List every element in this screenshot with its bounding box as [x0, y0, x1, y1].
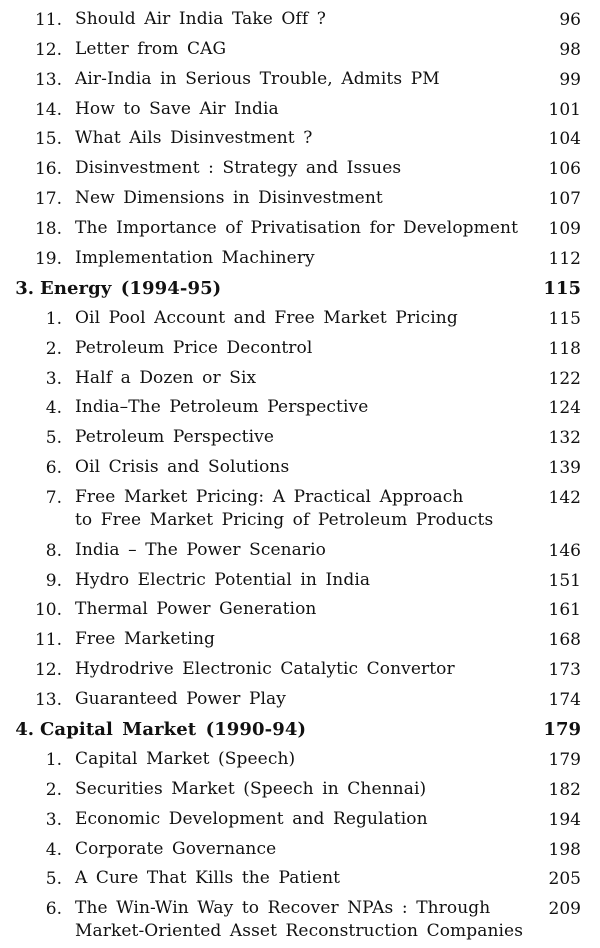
entry-number: 4.: [45, 398, 62, 419]
entry-number: 12.: [34, 660, 62, 681]
page-number: 96: [559, 10, 581, 30]
toc-entry: [0, 425, 600, 451]
toc-entry: [0, 395, 600, 421]
page-number: 179: [543, 718, 581, 740]
page-number: 146: [548, 540, 581, 561]
toc-entry: [0, 837, 600, 863]
toc-entry: [0, 485, 600, 530]
page-number: 194: [548, 809, 581, 830]
page-number: 99: [559, 69, 581, 90]
page-number: 107: [548, 189, 581, 210]
entry-title: Free Marketing: [75, 629, 215, 650]
entry-title: Half a Dozen or Six: [75, 367, 257, 388]
entry-number: 7.: [45, 487, 62, 508]
section-heading: [0, 276, 600, 302]
entry-title: The Win-Win Way to Recover NPAs : Through: [75, 898, 491, 919]
toc-entry: [0, 37, 600, 63]
toc-entry: [0, 97, 600, 123]
entry-title: Energy (1994-95): [40, 277, 222, 299]
entry-title: Corporate Governance: [75, 838, 277, 859]
entry-title: Should Air India Take Off ?: [75, 9, 326, 29]
entry-title: Free Market Pricing: A Practical Approach: [75, 486, 464, 507]
section-heading: [0, 717, 600, 743]
entry-title: Capital Market (Speech): [75, 749, 296, 769]
page-number: 112: [548, 248, 581, 269]
entry-title: Economic Development and Regulation: [75, 808, 428, 829]
entry-title: Hydrodrive Electronic Catalytic Convertor: [75, 659, 455, 680]
page-number: 198: [548, 839, 581, 860]
entry-title: How to Save Air India: [75, 98, 279, 119]
entry-number: 10.: [34, 600, 62, 621]
entry-number: 3.: [45, 368, 62, 389]
page-number: 98: [559, 39, 581, 60]
page-number: 142: [548, 487, 581, 508]
entry-title: Capital Market (1990-94): [40, 718, 307, 740]
entry-title: Implementation Machinery: [75, 247, 315, 268]
page-number: 168: [548, 630, 581, 651]
entry-number: 17.: [34, 189, 62, 210]
page-number: 115: [548, 308, 581, 329]
entry-number: 13.: [34, 69, 62, 90]
entry-title-continued: to Free Market Pricing of Petroleum Products: [75, 509, 494, 530]
entry-title: India – The Power Scenario: [75, 539, 327, 560]
entry-number: 5.: [45, 428, 62, 449]
entry-number: 8.: [45, 540, 62, 561]
page-number: 205: [548, 869, 581, 890]
entry-number: 4.: [15, 718, 34, 740]
toc-entry: [0, 568, 600, 594]
page-number: 174: [548, 690, 581, 710]
entry-title: Disinvestment : Strategy and Issues: [75, 158, 402, 179]
page-number: 132: [548, 428, 581, 449]
entry-title: Oil Crisis and Solutions: [75, 457, 290, 478]
page-number: 109: [548, 218, 581, 239]
toc-entry: [0, 455, 600, 481]
entry-title: A Cure That Kills the Patient: [75, 868, 341, 889]
toc-entry: [0, 896, 600, 942]
page-number: 179: [548, 750, 581, 770]
page-number: 182: [548, 779, 581, 800]
toc-entry: [0, 866, 600, 892]
toc-entry: [0, 216, 600, 242]
entry-number: 3.: [45, 809, 62, 830]
toc-entry: [0, 747, 600, 773]
page-number: 139: [548, 458, 581, 479]
toc-entry: [0, 657, 600, 683]
entry-title: Securities Market (Speech in Chennai): [75, 778, 427, 799]
entry-number: 12.: [34, 39, 62, 60]
toc-entry: [0, 336, 600, 362]
page-number: 161: [548, 600, 581, 621]
entry-number: 15.: [34, 129, 62, 150]
toc-entry: [0, 627, 600, 653]
entry-number: 14.: [34, 99, 62, 120]
toc-entry: [0, 7, 600, 33]
toc-entry: [0, 306, 600, 332]
entry-title: India–The Petroleum Perspective: [75, 397, 369, 418]
entry-title-continued: Market-Oriented Asset Reconstruction Companies: [75, 921, 524, 942]
toc-entry: [0, 126, 600, 152]
page-number: 104: [548, 129, 581, 150]
entry-number: 5.: [45, 869, 62, 890]
toc-entry: [0, 366, 600, 392]
toc-entry: [0, 807, 600, 833]
entry-title: Petroleum Perspective: [75, 427, 274, 448]
toc-entry: [0, 186, 600, 212]
entry-number: 2.: [45, 338, 62, 359]
entry-title: Air-India in Serious Trouble, Admits PM: [75, 68, 440, 89]
entry-title: Petroleum Price Decontrol: [75, 337, 313, 358]
entry-number: 3.: [15, 277, 34, 299]
entry-title: The Importance of Privatisation for Development: [75, 217, 519, 238]
entry-number: 6.: [45, 458, 62, 479]
entry-title: New Dimensions in Disinvestment: [75, 188, 383, 209]
page-number: 173: [548, 660, 581, 681]
toc-entry: [0, 777, 600, 803]
entry-number: 16.: [34, 159, 62, 180]
entry-number: 4.: [45, 839, 62, 860]
page-number: 124: [548, 398, 581, 419]
page-number: 122: [548, 368, 581, 389]
entry-number: 18.: [34, 218, 62, 239]
toc-entry: [0, 538, 600, 564]
entry-title: Guaranteed Power Play: [75, 689, 286, 709]
page-number: 209: [548, 899, 581, 920]
toc-entry: [0, 67, 600, 93]
entry-number: 11.: [34, 10, 62, 30]
entry-number: 19.: [34, 248, 62, 269]
entry-number: 11.: [34, 630, 62, 651]
entry-number: 1.: [45, 308, 62, 329]
toc-entry: [0, 597, 600, 623]
toc-entry: [0, 246, 600, 272]
entry-number: 2.: [45, 779, 62, 800]
entry-number: 13.: [34, 690, 62, 710]
page-number: 151: [548, 570, 581, 591]
toc-entry: [0, 687, 600, 713]
entry-title: Hydro Electric Potential in India: [75, 569, 371, 590]
entry-number: 1.: [45, 750, 62, 770]
entry-title: What Ails Disinvestment ?: [75, 128, 313, 149]
entry-title: Oil Pool Account and Free Market Pricing: [75, 307, 458, 328]
page-number: 106: [548, 159, 581, 180]
entry-number: 9.: [45, 570, 62, 591]
page-number: 101: [548, 99, 581, 120]
toc-entry: [0, 156, 600, 182]
page-number: 118: [548, 338, 581, 359]
entry-title: Letter from CAG: [75, 38, 227, 59]
entry-title: Thermal Power Generation: [75, 599, 317, 620]
page-number: 115: [543, 277, 581, 299]
entry-number: 6.: [45, 899, 62, 920]
